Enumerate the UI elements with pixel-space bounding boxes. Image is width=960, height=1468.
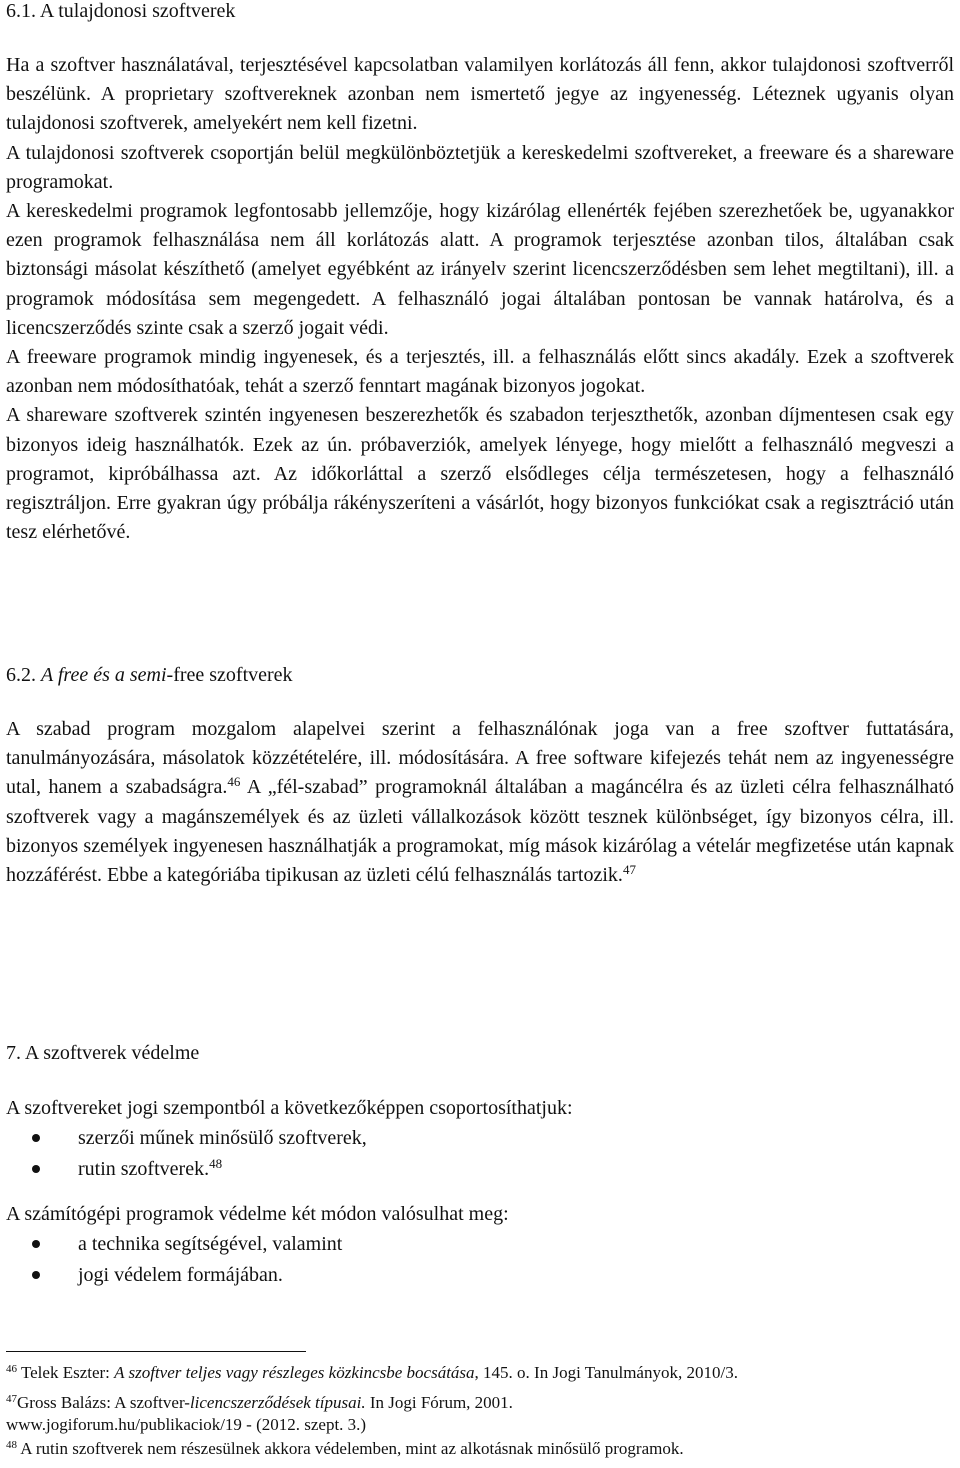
section-heading-6-1: 6.1. A tulajdonosi szoftverek: [6, 0, 236, 22]
footnote-number: 48: [6, 1439, 17, 1451]
footnote-47-link[interactable]: www.jogiforum.hu/publikaciok/19 - (2012. szept. 3.): [6, 1415, 367, 1434]
footnote-number: 47: [6, 1393, 17, 1405]
paragraph: A freeware programok mindig ingyenesek, és a terjesztés, ill. a felhasználás előtt sincs akadály. Ezek a szoftverek azonban nem módosíthatóak, tehát a szerző fenntart magának bizonyos jogokat.: [6, 346, 954, 398]
heading-italic-part: A free és a semi-: [41, 664, 174, 686]
footnote-text: A rutin szoftverek nem részesülnek akkora védelemben, mint az alkotásnak minősülő programok.: [17, 1439, 684, 1458]
bullet-icon: [32, 1240, 40, 1248]
paragraph: A kereskedelmi programok legfontosabb jellemzője, hogy kizárólag ellenérték fejében szerezhetőek be, ugyanakkor ezen programok felhasználása nem áll korlátozás alatt. A programok terjesztése azonban tilos, általában csak biztonsági másolat készíthető (amelyet egyébként az irányelv szerint licencszerződésben sem lehet megtiltani), ill. a programok módosítása sem megengedett. A felhasználó jogai általában pontosan be vannak határolva, és a licencszerződés szinte csak a szerző jogait védi.: [6, 200, 954, 339]
section-szoftverek-vedelme: [6, 1039, 954, 1291]
bullet-icon: [32, 1271, 40, 1279]
heading-number: 6.2.: [6, 664, 36, 686]
list-item: [6, 1123, 954, 1154]
bullet-list-categories: [6, 1123, 954, 1185]
list-item-text: jogi védelem formájában.: [78, 1264, 283, 1286]
list-item: [6, 1154, 954, 1185]
list-item-text: szerzői műnek minősülő szoftverek,: [78, 1127, 367, 1149]
paragraph: [6, 715, 954, 890]
section-free-semi-free: [6, 661, 954, 890]
bullet-icon: [32, 1165, 40, 1173]
footnote-ref-48[interactable]: 48: [209, 1156, 223, 1171]
list-item-text: a technika segítségével, valamint: [78, 1233, 343, 1255]
bullet-icon: [32, 1134, 40, 1142]
footnote-48: [6, 1438, 954, 1460]
footnote-47: [6, 1392, 954, 1414]
list-item: [6, 1229, 954, 1260]
paragraph: A szoftvereket jogi szempontból a következőképpen csoportosíthatjuk:: [6, 1097, 573, 1119]
footnote-text: Gross Balázs: A szoftver-: [17, 1393, 190, 1412]
footnote-divider: [6, 1351, 306, 1352]
heading-rest: free szoftverek: [173, 664, 293, 686]
footnote-46: [6, 1362, 954, 1384]
paragraph: A számítógépi programok védelme két módon valósulhat meg:: [6, 1203, 509, 1225]
paragraph: A tulajdonosi szoftverek csoportján belül megkülönböztetjük a kereskedelmi szoftvereket, a freeware és a shareware programokat.: [6, 141, 954, 193]
paragraph: A shareware szoftverek szintén ingyenesen beszerezhetők és szabadon terjeszthetők, azonban díjmentesen csak egy bizonyos ideig használhatók. Ezek az ún. próbaverziók, amelyek lényege, hogy mielőtt a felhasználó megveszi a programot, kipróbálhassa azt. Az időkorláttal a szerző elsődleges célja természetesen, hogy a felhasználó regisztráljon. Erre gyakran úgy próbálja rákényszeríteni a vásárlót, hogy bizonyos funkciókat csak a regisztráció után tesz elérhetővé.: [6, 404, 954, 544]
footnote-number: 46: [6, 1363, 17, 1375]
footnote-text: In Jogi Fórum, 2001.: [365, 1393, 513, 1412]
footnote-ref-47[interactable]: 47: [622, 862, 636, 878]
list-item-text: rutin szoftverek.: [78, 1158, 210, 1180]
list-item: [6, 1260, 954, 1291]
footnote-italic: licencszerződések típusai.: [189, 1393, 366, 1412]
footnote-ref-46[interactable]: 46: [227, 774, 241, 790]
paragraph-text: A szabad program mozgalom alapelvei szerint a felhasználónak joga van a free szoftver futtatására, tanulmányozására, másolatok közzétételére, ill. módosítására. A free software kifejezés tehát nem az ingyenességre utal, hanem a szabadságra.: [6, 718, 954, 799]
section-heading-6-2: [6, 661, 954, 690]
footnote-text: , 145. o. In Jogi Tanulmányok, 2010/3.: [474, 1363, 738, 1382]
paragraph: Ha a szoftver használatával, terjesztésével kapcsolatban valamilyen korlátozás áll fenn, akkor tulajdonosi szoftverről beszélünk. A proprietary szoftvereknek azonban nem ismertető jegye az ingyenesség. Léteznek ugyanis olyan tulajdonosi szoftverek, amelyekért nem kell fizetni.: [6, 54, 954, 135]
bullet-list-protection: [6, 1229, 954, 1291]
section-tulajdonosi-szoftverek: [6, 0, 954, 547]
footnote-text: Telek Eszter:: [17, 1363, 115, 1382]
section-heading-7: 7. A szoftverek védelme: [6, 1042, 200, 1064]
paragraph-text: A „fél-szabad” programoknál általában a magáncélra és az üzleti célra felhasználható szoftverek vagy a magánszemélyek és az üzleti vállalkozások között tesznek különbséget, így bizonyos célra, ill. bizonyos személyek ingyenesen használhatják a programokat, míg mások kizárólag a vételár megfizetése után kapnak hozzáférést. Ebbe a kategóriába tipikusan az üzleti célú felhasználás tartozik.: [6, 776, 954, 887]
footnote-italic: A szoftver teljes vagy részleges közkincsbe bocsátása: [114, 1363, 475, 1382]
